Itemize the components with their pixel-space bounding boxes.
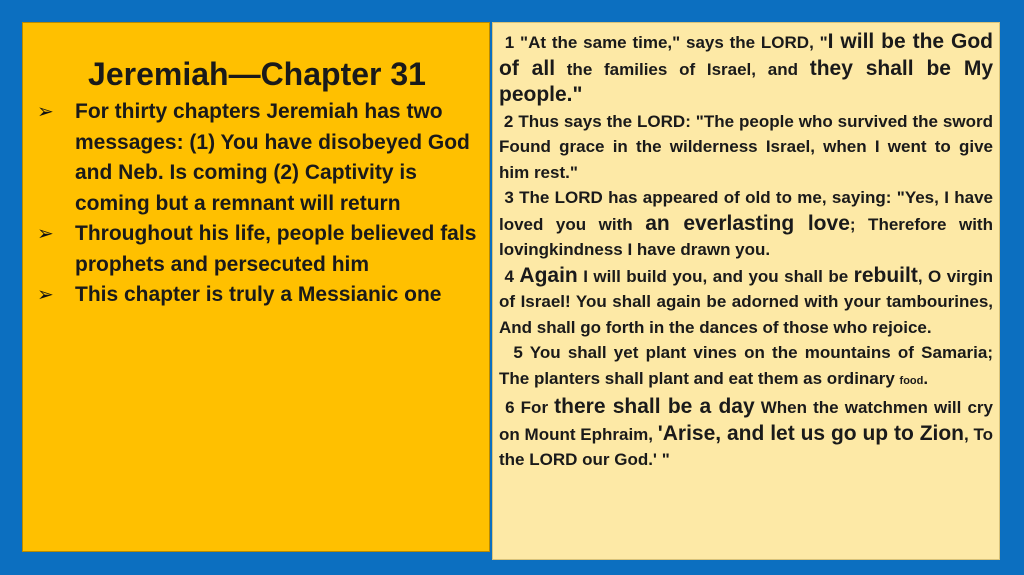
arrow-bullet-icon: ➢ xyxy=(37,284,54,306)
verse-text: 1 "At the same time," says the LORD, " xyxy=(499,33,828,52)
verse-text: 4 xyxy=(499,266,520,286)
verse-text: I will build you, and you shall be xyxy=(577,266,854,286)
bullet-text: For thirty chapters Jeremiah has two messages: (1) You have disobeyed God and Neb. Is coming (2) Captivity is coming but a remnant will return xyxy=(75,100,470,215)
bullet-text: Throughout his life, people believed fals prophets and persecuted him xyxy=(75,222,477,276)
verse-3 xyxy=(499,185,993,263)
arrow-bullet-icon: ➢ xyxy=(37,223,54,245)
summary-panel xyxy=(22,22,490,552)
verse-6 xyxy=(499,394,993,473)
verse-5 xyxy=(499,340,993,394)
bullet-item xyxy=(37,97,492,219)
bullet-text: This chapter is truly a Messianic one xyxy=(75,283,442,306)
verse-text: 2 Thus says the LORD: "The people who survived the sword Found grace in the wilderness Israel, when I went to give him rest." xyxy=(499,111,993,182)
verse-emphasis: Again xyxy=(519,263,578,287)
bullet-list xyxy=(37,97,492,311)
verse-small-word: food xyxy=(899,374,924,387)
bullet-item xyxy=(37,280,492,311)
verse-1 xyxy=(499,29,993,109)
verse-emphasis: they shall be My people." xyxy=(499,56,993,106)
verse-text: , To the LORD our God.' " xyxy=(499,424,994,469)
verse-text: , O virgin of Israel! You shall again be adorned with your tambourines, And shall go forth in the dances of those who rejoice. xyxy=(499,266,993,337)
verse-text: When the watchmen will cry on Mount Ephraim, xyxy=(499,398,994,444)
bullet-item xyxy=(37,219,492,280)
verse-text: 3 The LORD has appeared of old to me, saying: "Yes, I have loved you with xyxy=(499,188,993,234)
arrow-bullet-icon: ➢ xyxy=(37,101,54,123)
verse-2 xyxy=(499,109,993,186)
verse-text: ; Therefore with lovingkindness I have drawn you. xyxy=(499,214,993,259)
verse-text: . xyxy=(923,368,929,388)
verse-emphasis: 'Arise, and let us go up to Zion xyxy=(657,421,965,445)
scripture-text xyxy=(499,29,993,473)
verse-emphasis: I will be the God of all xyxy=(499,30,993,80)
verse-text: 5 You shall yet plant vines on the mountains of Samaria; The planters shall plant and eat them as ordinary xyxy=(499,343,993,388)
verse-text: the families of Israel, and xyxy=(555,59,810,79)
verse-emphasis: an everlasting love xyxy=(645,211,850,235)
verse-emphasis: there shall be a day xyxy=(554,395,755,418)
slide-title: Jeremiah—Chapter 31 xyxy=(88,56,426,92)
verse-4 xyxy=(499,263,993,341)
verse-text: 6 For xyxy=(499,398,555,417)
scripture-panel xyxy=(492,22,1000,560)
verse-emphasis: rebuilt xyxy=(853,263,918,287)
